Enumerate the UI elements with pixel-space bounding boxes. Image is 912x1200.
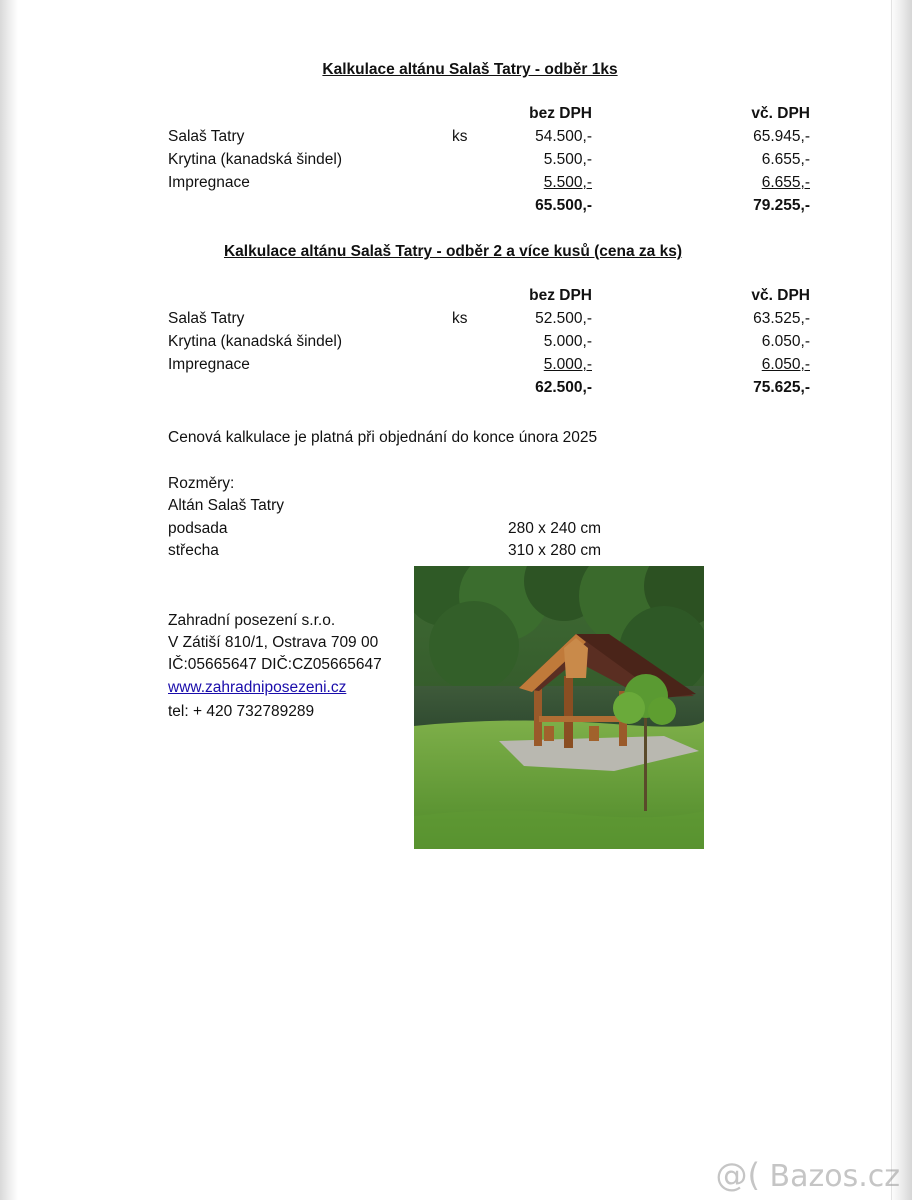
section1-row-bez [492, 173, 592, 193]
page-shadow-right [890, 0, 912, 1200]
section1-row-vc-value: 6.655,- [761, 174, 810, 191]
dimension-label: střecha [168, 542, 219, 559]
section2-row-unit: ks [452, 310, 468, 327]
section2-row-vc: 6.050,- [761, 333, 810, 350]
bazos-watermark [715, 1156, 900, 1194]
page-edge [891, 0, 892, 1200]
section1-row-vc: 6.655,- [761, 151, 810, 168]
section2-row-bez: 5.000,- [543, 333, 592, 350]
section2-row-bez [492, 355, 592, 375]
section1-total-bez: 65.500,- [535, 197, 592, 214]
company-ids: IČ:05665647 DIČ:CZ05665647 [168, 656, 382, 673]
section1-row-bez-value: 5.500,- [543, 174, 592, 191]
section1-row-name: Impregnace [168, 174, 250, 191]
section2-col-vc-header: vč. DPH [751, 287, 810, 304]
section1-row-name: Krytina (kanadská šindel) [168, 151, 343, 168]
gazebo-photo [414, 566, 704, 849]
section1-title: Kalkulace altánu Salaš Tatry - odběr 1ks [322, 61, 618, 78]
section1-row-unit: ks [452, 128, 468, 145]
section1-col-bez-header: bez DPH [529, 105, 592, 122]
dimension-value: 280 x 240 cm [508, 520, 602, 537]
company-website-link[interactable]: www.zahradniposezeni.cz [168, 679, 347, 696]
section2-row-bez: 52.500,- [535, 310, 592, 327]
section2-row-vc-value: 6.050,- [761, 356, 810, 373]
watermark-symbol: @( [715, 1156, 760, 1194]
dimension-label: podsada [168, 520, 228, 537]
section2-title: Kalkulace altánu Salaš Tatry - odběr 2 a více kusů (cena za ks) [223, 243, 683, 260]
company-address: V Zátiší 810/1, Ostrava 709 00 [168, 634, 379, 651]
dimension-value: 310 x 280 cm [508, 542, 602, 559]
section1-row-vc [710, 173, 810, 193]
section1-col-vc-header: vč. DPH [751, 105, 810, 122]
section2-total-vc: 75.625,- [753, 379, 810, 396]
section1-row-bez: 54.500,- [535, 128, 592, 145]
company-name: Zahradní posezení s.r.o. [168, 612, 336, 629]
section2-row-vc: 63.525,- [753, 310, 810, 327]
dimensions-product: Altán Salaš Tatry [168, 497, 285, 514]
section2-row-name: Salaš Tatry [168, 310, 245, 327]
page-shadow-left [0, 0, 18, 1200]
section1-row-bez: 5.500,- [543, 151, 592, 168]
section2-row-bez-value: 5.000,- [543, 356, 592, 373]
section2-row-vc [710, 355, 810, 375]
section1-row-vc: 65.945,- [753, 128, 810, 145]
section2-row-name: Impregnace [168, 356, 250, 373]
dimensions-heading: Rozměry: [168, 475, 235, 492]
section1-total-vc: 79.255,- [753, 197, 810, 214]
company-phone: tel: + 420 732789289 [168, 703, 315, 720]
section2-col-bez-header: bez DPH [529, 287, 592, 304]
watermark-text: Bazos.cz [769, 1159, 900, 1194]
section2-total-bez: 62.500,- [535, 379, 592, 396]
validity-note: Cenová kalkulace je platná při objednání do konce února 2025 [168, 429, 598, 446]
section1-row-name: Salaš Tatry [168, 128, 245, 145]
section2-row-name: Krytina (kanadská šindel) [168, 333, 343, 350]
